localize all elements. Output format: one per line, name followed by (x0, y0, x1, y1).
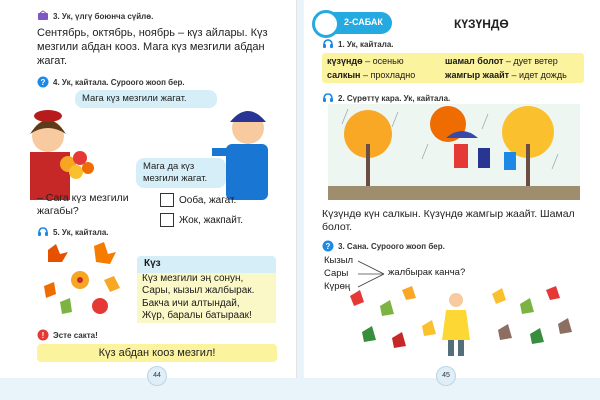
right-task-3-label: 3. Сана. Суроого жооп бер. (338, 241, 445, 251)
girl-with-leaves-illustration (8, 92, 118, 200)
vocab-item: шамал болот – дует ветер (445, 56, 558, 66)
page-number-right: 45 (436, 366, 456, 386)
autumn-rain-scene-illustration (328, 104, 580, 200)
right-task-2-label: 2. Сүрөттү кара. Ук, кайтала. (338, 93, 451, 103)
book-speak-icon (37, 10, 49, 22)
right-task-1-header (322, 38, 394, 50)
boy-illustration (212, 96, 282, 208)
girl-speech-bubble: Мага күз мезгили жагат. (75, 90, 217, 108)
autumn-poem (137, 256, 276, 323)
right-task-3-header (322, 240, 445, 252)
lesson-badge-label: 2-САБАК (344, 17, 383, 27)
page-number-left: 44 (147, 366, 167, 386)
headphones-icon (322, 38, 334, 50)
headphones-icon (37, 226, 49, 238)
right-task-2-text: Күзүндө күн салкын. Күзүндө жамгыр жаайт. Шамал болот. (322, 208, 575, 233)
answer-option-yes-label: Ооба, жагат. (179, 194, 237, 206)
task-5-header (37, 226, 109, 238)
checkbox-no[interactable] (160, 213, 174, 227)
autumn-leaves-illustration (38, 242, 130, 320)
task-3-header (37, 10, 153, 22)
lesson-badge (314, 12, 392, 34)
svg-text:?: ? (40, 78, 46, 87)
left-page (0, 0, 297, 378)
color-word: Кызыл (324, 255, 354, 266)
vocab-item: жамгыр жаайт – идет дождь (445, 70, 567, 80)
right-task-1-label: 1. Ук, кайтала. (338, 39, 394, 49)
checkbox-yes[interactable] (160, 193, 174, 207)
vocab-column-left (327, 54, 415, 82)
task-3-label: 3. Ук, үлгү боюнча сүйлө. (53, 11, 154, 21)
vocab-column-right (445, 54, 567, 82)
right-page (304, 0, 600, 378)
color-word: Сары (324, 268, 349, 279)
boy-speech-bubble: Мага да күз мезгили жагат. (136, 158, 226, 188)
poem-line: Күз мезгили эң сонун, (137, 273, 276, 286)
question-icon (37, 76, 49, 88)
answer-option-no-label: Жок, жакпайт. (179, 214, 244, 226)
remember-label: Эсте сакта! (53, 330, 98, 340)
vocabulary-box (322, 53, 584, 83)
count-question: жалбырак канча? (388, 267, 466, 278)
task-5-label: 5. Ук, кайтала. (53, 227, 109, 237)
poem-title: Күз (137, 256, 276, 273)
remember-header (37, 329, 98, 341)
task-4-header (37, 76, 185, 88)
question-icon (322, 240, 334, 252)
counting-leaves-illustration (342, 286, 578, 360)
lesson-badge-ring (312, 10, 340, 38)
task-4-question: – Сага күз мезгили жагабы? (37, 192, 129, 217)
task-4-label: 4. Ук, кайтала. Суроого жооп бер. (53, 77, 185, 87)
answer-option-no[interactable] (160, 213, 243, 227)
svg-text:?: ? (325, 242, 331, 251)
remember-text: Күз абдан кооз мезгил! (37, 344, 277, 362)
color-word: Күрөң (324, 281, 351, 292)
right-task-2-header (322, 92, 450, 104)
answer-option-yes[interactable] (160, 193, 236, 207)
headphones-icon (322, 92, 334, 104)
poem-line: Бакча ичи алтындай, (137, 298, 276, 311)
poem-line: Жүр, баралы батыраак! (137, 310, 276, 323)
vocab-item: күзүндө – осенью (327, 56, 404, 66)
svg-text:!: ! (41, 331, 45, 340)
vocab-item: салкын – прохладно (327, 70, 416, 80)
lesson-title: КҮЗҮНДӨ (454, 17, 509, 31)
exclamation-icon (37, 329, 49, 341)
task-3-text: Сентябрь, октябрь, ноябрь – күз айлары. Күз мезгили абдан кооз. Мага күз мезгили абдан жагат. (37, 27, 268, 67)
poem-line: Сары, кызыл жалбырак. (137, 285, 276, 298)
